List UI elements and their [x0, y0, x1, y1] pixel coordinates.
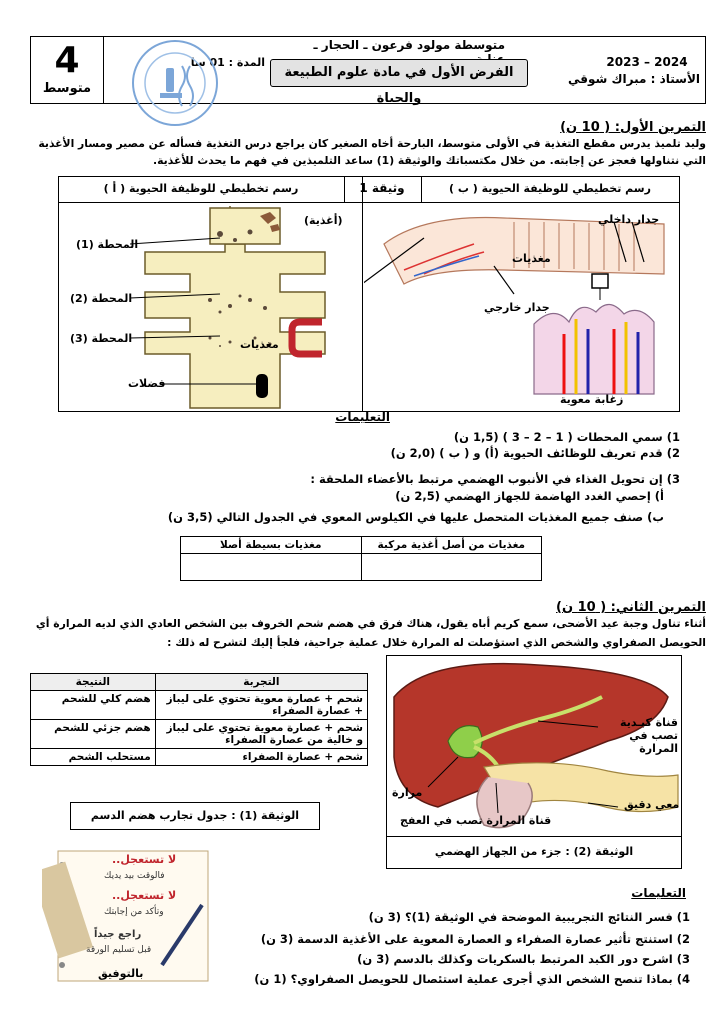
ex2-title: التمرين الثاني: ( 10 ن) — [556, 600, 706, 615]
ex2-intro-line1: أثناء تناول وجبة عيد الأضحى، سمع كريم أباه يقول، هناك فرق في هضم شحم الخروف بين الشخص العادي الذي لديه المرارة أي — [35, 617, 706, 630]
level-box — [30, 36, 104, 104]
label-station3: المحطة (3) — [70, 332, 133, 345]
table-header-result: النتيجة — [31, 674, 156, 691]
ex2-q3: 3) اشرح دور الكبد المرتبط بالسكريات وكذلك بالدسم (3 ن) — [357, 952, 690, 966]
exam-title: الفرض الأول في مادة علوم الطبيعة والحياة — [270, 59, 528, 87]
note-line5: راجع جيداً — [94, 929, 142, 940]
doc2-caption: الوثيقة (2) : جزء من الجهاز الهضمي — [434, 845, 634, 858]
label-nutrients-b: مغذيات — [512, 252, 551, 265]
level-label: متوسط — [42, 81, 92, 96]
nutrients-col2-cell[interactable] — [181, 554, 362, 581]
experiment-cell: شحم + عصارة الصفراء — [155, 749, 367, 766]
note-line4: وتأكد من إجابتك — [104, 907, 164, 917]
ex1-intro-line2: التي نتناولها فعجز عن إجابته. من خلال مكتسباتك والوثيقة (1) ساعد التلميذين في فهم ما يحدث للأغذية. — [153, 154, 706, 167]
experiment-cell: شحم + عصارة معوية تحتوي على ليباز و خالية من عصارة الصفراء — [155, 720, 367, 749]
doc1-header-b: رسم تخطيطي للوظيفة الحيوية ( ب ) — [449, 182, 651, 195]
ex1-q3a: أ) إحصي الغدد الهاضمة للجهاز الهضمي (2,5 ن) — [395, 489, 664, 503]
label-inner-wall: جدار داخلي — [598, 213, 660, 226]
ex1-q2: 2) قدم تعريف للوظائف الحيوية (أ) و ( ب ) (2,0 ن) — [390, 446, 680, 460]
ex2-q4: 4) بماذا تنصح الشخص الذي أجرى عملية استئصال للحويصل الصفراوي؟ (1 ن) — [254, 972, 690, 986]
label-hepatic-duct: قناة كبـدية تصب في المرارة — [620, 716, 678, 755]
ex2-q1: 1) فسر النتائج التجريبية الموضحة في الوثيقة (1)؟ (3 ن) — [368, 910, 690, 924]
ex1-instructions-title: التعليمات — [335, 410, 390, 424]
ex2-instructions-title: التعليمات — [631, 886, 686, 900]
teacher-name: الأستاذ : مبراك شوقي — [568, 72, 700, 86]
label-villus: زغابة معوية — [560, 393, 624, 406]
table-row — [31, 749, 368, 766]
result-cell: هضم جزئي للشحم — [31, 720, 156, 749]
doc1-caption: الوثيقة (1) : جدول تجارب هضم الدسم — [70, 802, 320, 830]
nutrients-col1-header: مغذيات من أصل أغذية مركبة — [361, 537, 542, 554]
table-row — [31, 691, 368, 720]
note-line6: قبل تسليم الورقة — [86, 945, 152, 955]
doc2-frame — [386, 655, 682, 869]
ex1-q3b: ب) صنف جميع المغذيات المتحصل عليها في الكيلوس المعوي في الجدول التالي (3,5 ن) — [167, 510, 664, 524]
label-outer-wall: جدار خارجي — [484, 301, 550, 314]
experiment-cell: شحم + عصارة معوية تحتوي على ليباز + عصارة الصفراء — [155, 691, 367, 720]
result-cell: هضم كلي للشحم — [31, 691, 156, 720]
label-station1: المحطة (1) — [76, 238, 139, 251]
nutrients-table — [180, 536, 542, 581]
doc1-header-a: رسم تخطيطي للوظيفة الحيوية ( أ ) — [103, 182, 299, 195]
school-year: 2023 – 2024 — [606, 55, 688, 69]
result-cell: مستحلب الشحم — [31, 749, 156, 766]
note-line2: فالوقت بيد يديك — [104, 871, 165, 881]
label-station2: المحطة (2) — [70, 292, 133, 305]
fat-digestion-table — [30, 673, 368, 766]
label-bile-duct: قناة المرارة تصب في العفج — [400, 814, 552, 827]
nutrients-col2-header: مغذيات بسيطة أصلا — [181, 537, 362, 554]
label-gallbladder: مرارة — [392, 786, 423, 799]
advice-notepad-image — [42, 845, 214, 985]
label-waste: فضلات — [128, 377, 166, 390]
label-food: (أغذية) — [304, 214, 343, 227]
note-line1: لا تستعجل.. — [112, 853, 177, 866]
ex2-intro-line2: الحويصل الصفراوي والشخص الذي استؤصلت له المرارة خلال عملية جراحية، فلجأ إليك لتشرح له ذلك : — [167, 636, 706, 649]
ex1-q1: 1) سمي المحطات ( 1 – 2 – 3 ) (1,5 ن) — [453, 430, 680, 444]
duration: المدة : 01 سا — [190, 56, 265, 69]
doc1-label: وثيقة 1 — [359, 181, 405, 195]
ex2-q2: 2) استنتج تأثير عصارة الصفراء و العصارة المعوية على الأغذية الدسمة (3 ن) — [260, 932, 690, 946]
goodluck-text: بالتوفيق — [98, 967, 144, 980]
table-header-experiment: التجربة — [155, 674, 367, 691]
ex1-intro-line1: وليد تلميذ يدرس مقطع التغذية في الأولى متوسط، البارحة أخاه الصغير كان يراجع درس التغذية فسأله عن مصير ومسار الأغذية — [38, 137, 706, 150]
label-small-intestine: معي دقيق — [624, 798, 680, 811]
ex1-q3: 3) إن تحويل الغذاء في الأنبوب الهضمي مرتبط بالأعضاء الملحقة : — [310, 472, 680, 486]
school-stamp — [130, 38, 220, 128]
digestive-tube-diagram — [60, 204, 360, 410]
table-row — [31, 720, 368, 749]
label-nutrients-a: مغذيات — [240, 338, 279, 351]
level-number: 4 — [54, 40, 80, 81]
ex1-title: التمرين الأول: ( 10 ن) — [560, 120, 706, 135]
doc1-divider — [362, 176, 363, 412]
note-line3: لا تستعجل.. — [112, 889, 177, 902]
school-name: متوسطة مولود فرعون ـ الحجار ـ — [313, 38, 505, 52]
nutrients-col1-cell[interactable] — [361, 554, 542, 581]
